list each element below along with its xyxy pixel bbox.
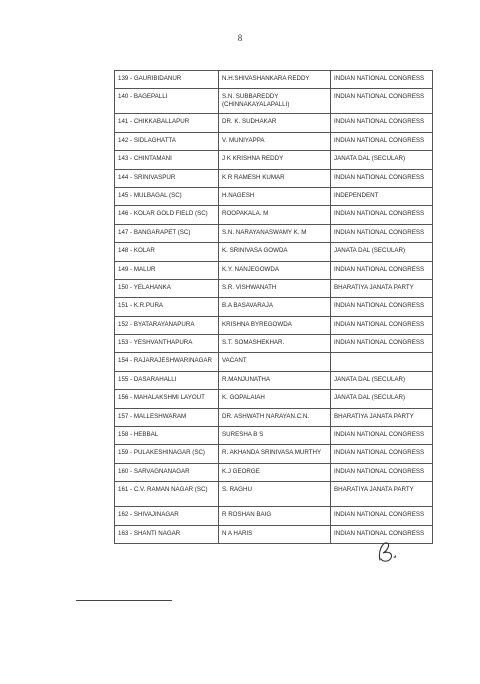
table-row [115, 507, 433, 525]
constituency-cell: 152 - BYATARAYANAPURA [115, 316, 219, 334]
constituency-cell: 145 - MULBAGAL (SC) [115, 187, 219, 205]
party-cell: JANATA DAL (SECULAR) [331, 243, 433, 261]
table-row [115, 390, 433, 408]
constituency-cell: 140 - BAGEPALLI [115, 89, 219, 114]
member-cell: VACANT [219, 353, 331, 371]
table-row [115, 298, 433, 316]
member-cell: S.N. SUBBAREDDY (CHINNAKAYALAPALLI) [219, 89, 331, 114]
table-row [115, 206, 433, 224]
member-cell: S.R. VISHWANATH [219, 279, 331, 297]
table-row [115, 482, 433, 507]
member-cell: J K KRISHNA REDDY [219, 151, 331, 169]
constituency-cell: 156 - MAHALAKSHMI LAYOUT [115, 390, 219, 408]
constituency-cell: 150 - YELAHANKA [115, 279, 219, 297]
party-cell: INDIAN NATIONAL CONGRESS [331, 335, 433, 353]
constituency-cell: 160 - SARVAGNANAGAR [115, 463, 219, 481]
member-cell: R.MANJUNATHA [219, 371, 331, 389]
constituency-cell: 157 - MALLESHWARAM [115, 408, 219, 426]
constituency-cell: 153 - YESHVANTHAPURA [115, 335, 219, 353]
constituency-cell: 159 - PULAKESHINAGAR (SC) [115, 445, 219, 463]
members-table [114, 70, 433, 544]
constituency-cell: 161 - C.V. RAMAN NAGAR (SC) [115, 482, 219, 507]
party-cell: INDIAN NATIONAL CONGRESS [331, 71, 433, 89]
party-cell [331, 353, 433, 371]
constituency-cell: 163 - SHANTI NAGAR [115, 525, 219, 543]
constituency-cell: 143 - CHINTAMANI [115, 151, 219, 169]
member-cell: N.H.SHIVASHANKARA REDDY [219, 71, 331, 89]
party-cell: INDIAN NATIONAL CONGRESS [331, 89, 433, 114]
constituency-cell: 155 - DASARAHALLI [115, 371, 219, 389]
table-row [115, 279, 433, 297]
page-number: 8 [237, 33, 243, 43]
member-cell: R. AKHANDA SRINIVASA MURTHY [219, 445, 331, 463]
party-cell: INDIAN NATIONAL CONGRESS [331, 206, 433, 224]
member-cell: H.NAGESH [219, 187, 331, 205]
table-row [115, 371, 433, 389]
constituency-cell: 147 - BANGARAPET (SC) [115, 224, 219, 242]
member-cell: K. GOPALAIAH [219, 390, 331, 408]
table-row [115, 132, 433, 150]
constituency-cell: 146 - KOLAR GOLD FIELD (SC) [115, 206, 219, 224]
constituency-cell: 144 - SRINIVASPUR [115, 169, 219, 187]
table-row [115, 427, 433, 445]
party-cell: INDIAN NATIONAL CONGRESS [331, 132, 433, 150]
member-cell: N A HARIS [219, 525, 331, 543]
constituency-cell: 151 - K.R.PURA [115, 298, 219, 316]
member-cell: S.N. NARAYANASWAMY K. M [219, 224, 331, 242]
member-cell: SURESHA B S [219, 427, 331, 445]
member-cell: K R RAMESH KUMAR [219, 169, 331, 187]
table-row [115, 463, 433, 481]
party-cell: INDIAN NATIONAL CONGRESS [331, 445, 433, 463]
party-cell: BHARATIYA JANATA PARTY [331, 279, 433, 297]
member-cell: V. MUNIYAPPA [219, 132, 331, 150]
party-cell: BHARATIYA JANATA PARTY [331, 482, 433, 507]
party-cell: JANATA DAL (SECULAR) [331, 151, 433, 169]
member-cell: KRISHNA BYREGOWDA [219, 316, 331, 334]
constituency-cell: 148 - KOLAR [115, 243, 219, 261]
constituency-cell: 142 - SIDLAGHATTA [115, 132, 219, 150]
party-cell: INDIAN NATIONAL CONGRESS [331, 316, 433, 334]
constituency-cell: 162 - SHIVAJINAGAR [115, 507, 219, 525]
party-cell: INDIAN NATIONAL CONGRESS [331, 507, 433, 525]
table-row [115, 187, 433, 205]
table-row [115, 243, 433, 261]
constituency-cell: 154 - RAJARAJESHWARINAGAR [115, 353, 219, 371]
constituency-cell: 158 - HEBBAL [115, 427, 219, 445]
table-row [115, 335, 433, 353]
handwritten-initial-signature [372, 538, 402, 566]
constituency-cell: 141 - CHIKKABALLAPUR [115, 114, 219, 132]
table-row [115, 114, 433, 132]
table-row [115, 316, 433, 334]
constituency-cell: 149 - MALUR [115, 261, 219, 279]
table-row [115, 353, 433, 371]
party-cell: INDIAN NATIONAL CONGRESS [331, 463, 433, 481]
member-cell: S.T. SOMASHEKHAR. [219, 335, 331, 353]
party-cell: INDEPENDENT [331, 187, 433, 205]
table-row [115, 71, 433, 89]
member-cell: B.A BASAVARAJA [219, 298, 331, 316]
member-cell: DR. K. SUDHAKAR [219, 114, 331, 132]
table-row [115, 445, 433, 463]
table-row [115, 224, 433, 242]
party-cell: BHARATIYA JANATA PARTY [331, 408, 433, 426]
member-cell: S. RAGHU [219, 482, 331, 507]
party-cell: INDIAN NATIONAL CONGRESS [331, 427, 433, 445]
member-cell: K. SRINIVASA GOWDA [219, 243, 331, 261]
party-cell: INDIAN NATIONAL CONGRESS [331, 298, 433, 316]
member-cell: K.J GEORGE [219, 463, 331, 481]
member-cell: K.Y. NANJEGOWDA [219, 261, 331, 279]
footnote-rule [76, 600, 172, 601]
party-cell: INDIAN NATIONAL CONGRESS [331, 169, 433, 187]
party-cell: INDIAN NATIONAL CONGRESS [331, 525, 433, 543]
table-row [115, 261, 433, 279]
member-cell: ROOPAKALA. M [219, 206, 331, 224]
member-cell: R ROSHAN BAIG [219, 507, 331, 525]
table-row [115, 169, 433, 187]
table-row [115, 408, 433, 426]
table-row [115, 151, 433, 169]
member-cell: DR. ASHWATH NARAYAN.C.N. [219, 408, 331, 426]
party-cell: JANATA DAL (SECULAR) [331, 371, 433, 389]
party-cell: JANATA DAL (SECULAR) [331, 390, 433, 408]
table-row [115, 89, 433, 114]
party-cell: INDIAN NATIONAL CONGRESS [331, 224, 433, 242]
party-cell: INDIAN NATIONAL CONGRESS [331, 261, 433, 279]
constituency-cell: 139 - GAURIBIDANUR [115, 71, 219, 89]
party-cell: INDIAN NATIONAL CONGRESS [331, 114, 433, 132]
members-table-body [115, 71, 433, 544]
